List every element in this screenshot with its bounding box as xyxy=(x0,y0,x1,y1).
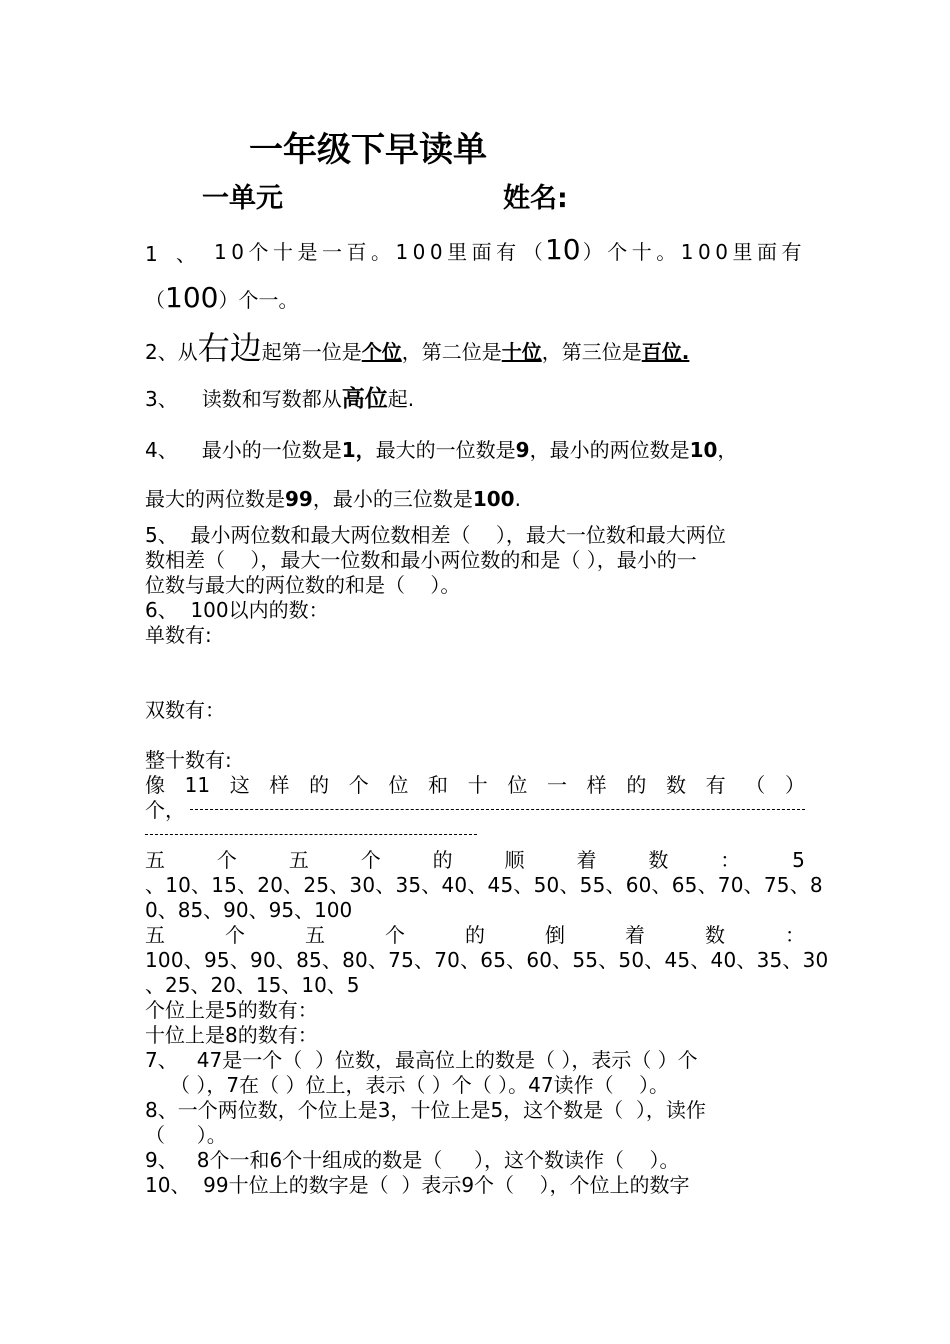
like-11-word: 的 xyxy=(626,773,647,797)
item-4-value-2: 9 xyxy=(515,438,530,462)
item-8-line-1: 8、一个两位数，个位上是3，十位上是5，这个数是（ ），读作 xyxy=(145,1098,706,1122)
item-1-value-10: 10 xyxy=(544,233,581,266)
five-up-word: 五 xyxy=(145,848,165,872)
item-4-text-3: ，最小的两位数是 xyxy=(529,438,690,462)
five-down-word: ： xyxy=(785,923,805,947)
item-1-number: 1 xyxy=(145,242,158,266)
item-1-text-c: ）个一。 xyxy=(218,288,299,312)
item-2-prefix: 2、从 xyxy=(145,340,198,364)
count-by-five-up-line-1 xyxy=(145,850,805,870)
item-3-prefix: 3、 xyxy=(145,387,178,411)
item-4-value-4: 99 xyxy=(285,487,313,511)
like-11-word: 有 xyxy=(705,773,726,797)
tens-digit-8-label: 十位上是8的数有： xyxy=(145,1023,318,1047)
whole-tens-label: 整十数有: xyxy=(145,748,232,772)
item-4-prefix: 4、 xyxy=(145,438,178,462)
five-up-word: 个 xyxy=(360,848,381,872)
five-up-word: 个 xyxy=(216,848,237,872)
count-by-five-down-line-2: 100、95、90、85、80、75、70、65、60、55、50、45、40、35、30 xyxy=(145,948,829,972)
like-11-word: （ xyxy=(745,773,766,797)
item-2-right-side: 右边 xyxy=(197,329,262,367)
item-2-tens: 十位 xyxy=(501,340,542,364)
five-down-word: 倒 xyxy=(545,923,565,947)
item-7-line-2: （ ），7在（ ）位上，表示（ ）个（ ）。47读作（ ）。 xyxy=(170,1073,670,1097)
item-10-line-1: 10、 99十位上的数字是（ ）表示9个（ ），个位上的数字 xyxy=(145,1173,690,1197)
answer-dashed-line-1 xyxy=(190,809,805,810)
item-1-text-b: ）个十。100里面有 xyxy=(582,240,806,264)
item-2-text-2: ，第二位是 xyxy=(401,340,502,364)
item-1-separator: 、 xyxy=(176,242,196,266)
like-11-word: 11 xyxy=(184,773,211,797)
five-down-word: 个 xyxy=(385,923,405,947)
like-11-word: 数 xyxy=(665,773,686,797)
item-1-line-2 xyxy=(145,281,299,314)
five-down-word: 五 xyxy=(305,923,325,947)
count-by-five-down-line-3: 、25、20、15、10、5 xyxy=(145,973,360,997)
like-11-word: 像 xyxy=(145,773,165,797)
item-4-text-1: 最小的一位数是 xyxy=(201,438,342,462)
like-11-word: 和 xyxy=(428,773,449,797)
item-6-heading: 6、 100以内的数： xyxy=(145,598,329,622)
odd-numbers-label: 单数有: xyxy=(145,623,212,647)
unit-label: 一单元 xyxy=(202,183,283,214)
item-1-paren: （ xyxy=(522,240,543,264)
item-5-line-1: 5、 最小两位数和最大两位数相差（ ），最大一位数和最大两位 xyxy=(145,523,726,547)
item-4-text-7: . xyxy=(514,487,521,511)
like-11-line-1 xyxy=(145,775,805,795)
item-2-text-1: 起第一位是 xyxy=(261,340,362,364)
item-1-paren-2: （ xyxy=(145,288,165,312)
item-2 xyxy=(145,329,690,367)
item-4-text-6: ，最小的三位数是 xyxy=(312,487,473,511)
count-by-five-up-line-3: 0、85、90、95、100 xyxy=(145,898,353,922)
item-4-text-2: 最大的一位数是 xyxy=(375,438,516,462)
five-down-word: 个 xyxy=(225,923,245,947)
item-5-line-3: 位数与最大的两位数的和是（ ）。 xyxy=(145,573,461,597)
like-11-word: 的 xyxy=(309,773,330,797)
item-2-ones: 个位 xyxy=(361,340,402,364)
item-3-text-1: 读数和写数都从 xyxy=(201,387,342,411)
item-3-text-2: 起. xyxy=(387,387,415,411)
five-down-word: 着 xyxy=(625,923,645,947)
item-3 xyxy=(145,388,414,411)
item-4-line-1 xyxy=(145,440,737,460)
item-1-line-1 xyxy=(214,233,806,266)
five-down-word: 的 xyxy=(465,923,485,947)
like-11-word: 样 xyxy=(586,773,607,797)
five-down-word: 五 xyxy=(145,923,165,947)
like-11-word: 个 xyxy=(348,773,369,797)
item-1-value-100: 100 xyxy=(165,281,219,314)
five-up-word: 五 xyxy=(288,848,309,872)
count-by-five-up-line-2: 、10、15、20、25、30、35、40、45、50、55、60、65、70、75、8 xyxy=(145,873,823,897)
like-11-line-2: 个， xyxy=(145,798,185,822)
five-up-word: 数 xyxy=(648,848,669,872)
like-11-word: 十 xyxy=(467,773,488,797)
like-11-word: 位 xyxy=(507,773,528,797)
five-up-word: ： xyxy=(720,848,741,872)
ones-digit-5-label: 个位上是5的数有： xyxy=(145,998,318,1022)
name-label: 姓名: xyxy=(503,183,568,214)
item-4-text-5: 最大的两位数是 xyxy=(145,487,285,511)
item-3-high: 高位 xyxy=(341,386,388,412)
item-2-text-3: ，第三位是 xyxy=(541,340,642,364)
count-by-five-down-line-1 xyxy=(145,925,805,945)
item-1-text-a: 10个十是一百。100里面有 xyxy=(214,240,521,264)
item-8-line-2: （ ）。 xyxy=(145,1123,227,1147)
five-up-word: 顺 xyxy=(504,848,525,872)
item-9-line-1: 9、 8个一和6个十组成的数是（ ），这个数读作（ ）。 xyxy=(145,1148,680,1172)
like-11-word: 一 xyxy=(547,773,568,797)
five-up-word: 5 xyxy=(792,848,805,872)
item-4-line-2 xyxy=(145,489,521,509)
like-11-word: ） xyxy=(784,773,805,797)
five-down-word: 数 xyxy=(705,923,725,947)
item-5-line-2: 数相差（ ），最大一位数和最小两位数的和是（ ），最小的一 xyxy=(145,548,697,572)
like-11-word: 这 xyxy=(229,773,250,797)
item-4-value-3: 10 xyxy=(689,438,718,462)
five-up-word: 的 xyxy=(432,848,453,872)
item-4-value-1: 1， xyxy=(341,438,376,462)
page-title: 一年级下早读单 xyxy=(249,130,487,170)
answer-dashed-line-2 xyxy=(145,834,477,835)
item-4-value-5: 100 xyxy=(472,487,515,511)
item-2-hundreds: 百位. xyxy=(641,340,690,364)
item-7-line-1: 7、 47是一个（ ）位数，最高位上的数是（ ），表示（ ）个 xyxy=(145,1048,698,1072)
like-11-word: 位 xyxy=(388,773,409,797)
like-11-word: 样 xyxy=(269,773,290,797)
even-numbers-label: 双数有： xyxy=(145,698,225,722)
five-up-word: 着 xyxy=(576,848,597,872)
item-4-text-4: ， xyxy=(717,438,738,462)
